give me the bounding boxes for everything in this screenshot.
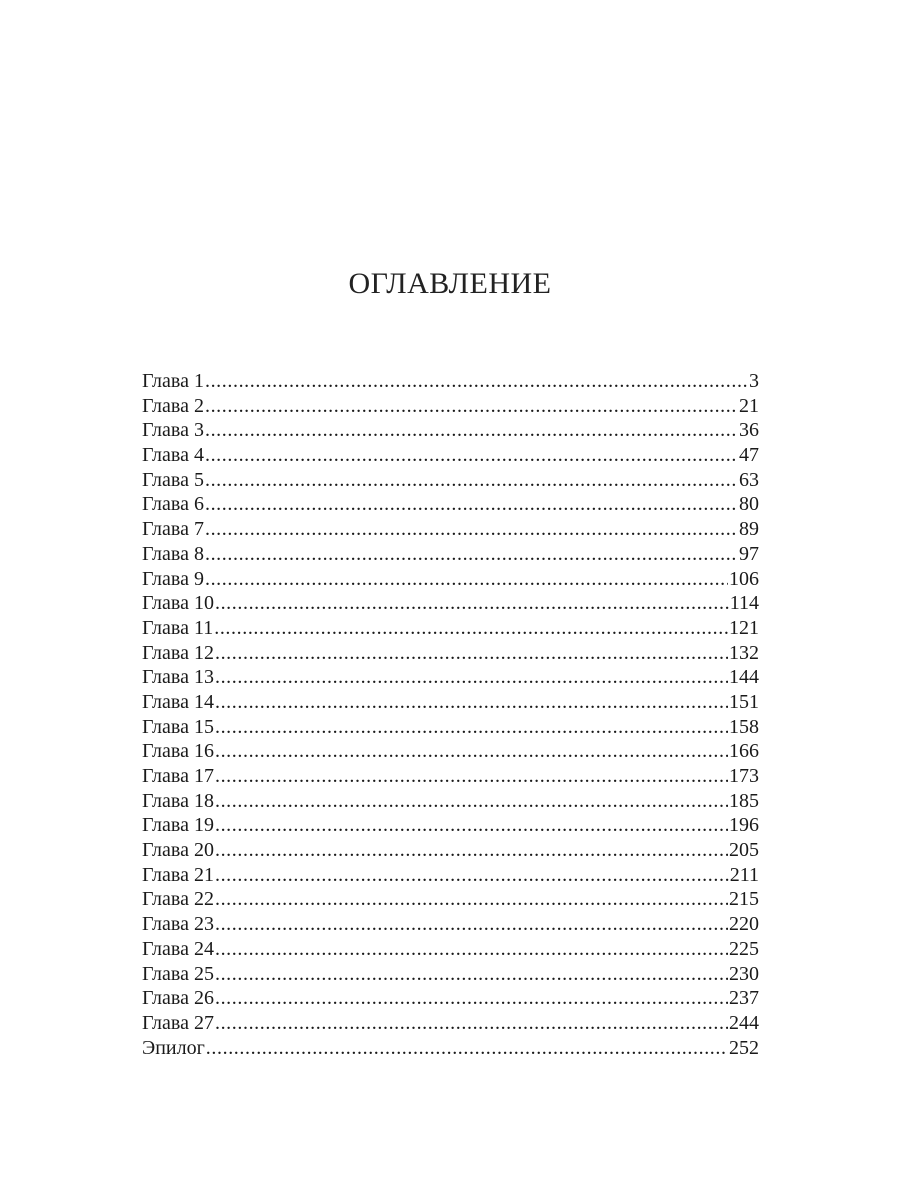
dot-leader bbox=[215, 789, 728, 814]
toc-entry[interactable] bbox=[142, 369, 759, 394]
toc-entry-page-number: 185 bbox=[729, 789, 759, 812]
toc-entry-page-number: 252 bbox=[729, 1036, 759, 1059]
toc-entry-label: Глава 21 bbox=[142, 863, 214, 886]
toc-entry[interactable] bbox=[142, 517, 759, 542]
toc-entry[interactable] bbox=[142, 962, 759, 987]
toc-entry-label: Глава 27 bbox=[142, 1011, 214, 1034]
dot-leader bbox=[215, 937, 728, 962]
toc-entry-page-number: 144 bbox=[729, 666, 759, 689]
toc-entry-page-number: 173 bbox=[729, 765, 759, 787]
dot-leader bbox=[205, 369, 748, 394]
dot-leader bbox=[206, 1036, 728, 1061]
toc-entry-label: Глава 5 bbox=[142, 468, 204, 491]
dot-leader bbox=[215, 739, 728, 764]
toc-entry[interactable] bbox=[142, 665, 759, 690]
dot-leader bbox=[215, 665, 728, 690]
toc-entry-page-number: 205 bbox=[729, 839, 759, 862]
toc-entry-label: Глава 20 bbox=[142, 839, 214, 862]
toc-entry-label: Глава 8 bbox=[142, 542, 204, 565]
toc-entry[interactable] bbox=[142, 764, 759, 789]
toc-entry-page-number: 215 bbox=[729, 888, 759, 911]
toc-entry[interactable] bbox=[142, 863, 759, 888]
toc-entry-label: Глава 9 bbox=[142, 567, 204, 590]
toc-entry-page-number: 97 bbox=[739, 542, 759, 565]
toc-entry[interactable] bbox=[142, 715, 759, 740]
toc-entry-page-number: 158 bbox=[729, 715, 759, 738]
toc-entry-page-number: 220 bbox=[729, 913, 759, 936]
toc-entry-label: Глава 12 bbox=[142, 641, 214, 664]
toc-entry[interactable] bbox=[142, 616, 759, 641]
toc-entry-page-number: 244 bbox=[729, 1011, 759, 1034]
toc-entry-label: Глава 16 bbox=[142, 740, 214, 763]
toc-entry[interactable] bbox=[142, 641, 759, 666]
toc-entry[interactable] bbox=[142, 912, 759, 937]
dot-leader bbox=[215, 690, 728, 715]
toc-entry-page-number: 230 bbox=[729, 962, 759, 985]
toc-entry[interactable] bbox=[142, 394, 759, 419]
dot-leader bbox=[215, 1011, 728, 1036]
toc-entry-label: Глава 17 bbox=[142, 765, 214, 787]
toc-entry-page-number: 211 bbox=[729, 863, 759, 886]
toc-entry[interactable] bbox=[142, 887, 759, 912]
toc-entry-label: Глава 22 bbox=[142, 888, 214, 911]
toc-entry-page-number: 166 bbox=[729, 740, 759, 763]
toc-entry-label: Глава 4 bbox=[142, 444, 204, 467]
toc-entry-page-number: 89 bbox=[739, 518, 759, 541]
toc-entry-label: Глава 25 bbox=[142, 962, 214, 985]
toc-entry-label: Глава 23 bbox=[142, 913, 214, 936]
dot-leader bbox=[215, 887, 728, 912]
toc-entry-label: Глава 11 bbox=[142, 616, 214, 639]
toc-entry-label: Глава 1 bbox=[142, 370, 204, 392]
dot-leader bbox=[215, 813, 728, 838]
toc-entry-page-number: 80 bbox=[739, 493, 759, 516]
toc-entry-page-number: 47 bbox=[739, 444, 759, 467]
toc-entry-label: Глава 14 bbox=[142, 690, 214, 713]
page-title: ОГЛАВЛЕНИЕ bbox=[348, 267, 552, 300]
toc-entry[interactable] bbox=[142, 492, 759, 517]
toc-entry-page-number: 196 bbox=[729, 814, 759, 837]
dot-leader bbox=[205, 394, 738, 419]
dot-leader bbox=[205, 418, 738, 443]
dot-leader bbox=[205, 443, 738, 468]
toc-entry-page-number: 121 bbox=[729, 616, 759, 639]
toc-entry[interactable] bbox=[142, 468, 759, 493]
toc-entry[interactable] bbox=[142, 986, 759, 1011]
toc-entry[interactable] bbox=[142, 591, 759, 616]
toc-entry-page-number: 21 bbox=[739, 394, 759, 417]
dot-leader bbox=[205, 542, 738, 567]
dot-leader bbox=[215, 838, 728, 863]
toc-entry-label: Глава 3 bbox=[142, 419, 204, 442]
toc-entry[interactable] bbox=[142, 937, 759, 962]
toc-entry-page-number: 3 bbox=[749, 370, 759, 392]
toc-entry-page-number: 36 bbox=[739, 419, 759, 442]
dot-leader bbox=[215, 863, 729, 888]
toc-entry-label: Глава 6 bbox=[142, 493, 204, 516]
toc-entry-page-number: 63 bbox=[739, 468, 759, 491]
toc-entry-label: Глава 7 bbox=[142, 518, 204, 541]
toc-entry-label: Глава 18 bbox=[142, 789, 214, 812]
toc-entry-page-number: 114 bbox=[729, 592, 759, 615]
toc-entry[interactable] bbox=[142, 1011, 759, 1036]
toc-entry-page-number: 237 bbox=[729, 987, 759, 1010]
toc-entry-label: Глава 26 bbox=[142, 987, 214, 1010]
toc-entry[interactable] bbox=[142, 443, 759, 468]
toc-entry[interactable] bbox=[142, 789, 759, 814]
toc-entry-label: Глава 13 bbox=[142, 666, 214, 689]
toc-entry-page-number: 106 bbox=[729, 567, 759, 590]
dot-leader bbox=[215, 912, 728, 937]
toc-entry-label: Глава 15 bbox=[142, 715, 214, 738]
table-of-contents bbox=[142, 369, 759, 1060]
toc-entry[interactable] bbox=[142, 690, 759, 715]
dot-leader bbox=[205, 517, 738, 542]
toc-entry-page-number: 132 bbox=[729, 641, 759, 664]
dot-leader bbox=[205, 492, 738, 517]
dot-leader bbox=[215, 641, 728, 666]
toc-entry[interactable] bbox=[142, 739, 759, 764]
toc-entry-page-number: 225 bbox=[729, 937, 759, 960]
toc-entry-label: Глава 19 bbox=[142, 814, 214, 837]
toc-entry[interactable] bbox=[142, 813, 759, 838]
dot-leader bbox=[215, 715, 728, 740]
dot-leader bbox=[205, 567, 728, 592]
dot-leader bbox=[214, 616, 728, 641]
dot-leader bbox=[215, 764, 728, 789]
toc-entry[interactable] bbox=[142, 838, 759, 863]
toc-entry[interactable] bbox=[142, 418, 759, 443]
toc-entry[interactable] bbox=[142, 542, 759, 567]
dot-leader bbox=[215, 986, 728, 1011]
toc-entry[interactable] bbox=[142, 567, 759, 592]
toc-entry-label: Глава 10 bbox=[142, 592, 214, 615]
toc-entry-label: Эпилог bbox=[142, 1036, 205, 1059]
toc-entry-label: Глава 24 bbox=[142, 937, 214, 960]
dot-leader bbox=[215, 962, 728, 987]
toc-entry-label: Глава 2 bbox=[142, 394, 204, 417]
toc-entry-page-number: 151 bbox=[729, 690, 759, 713]
dot-leader bbox=[205, 468, 738, 493]
dot-leader bbox=[215, 591, 729, 616]
toc-entry[interactable] bbox=[142, 1036, 759, 1061]
